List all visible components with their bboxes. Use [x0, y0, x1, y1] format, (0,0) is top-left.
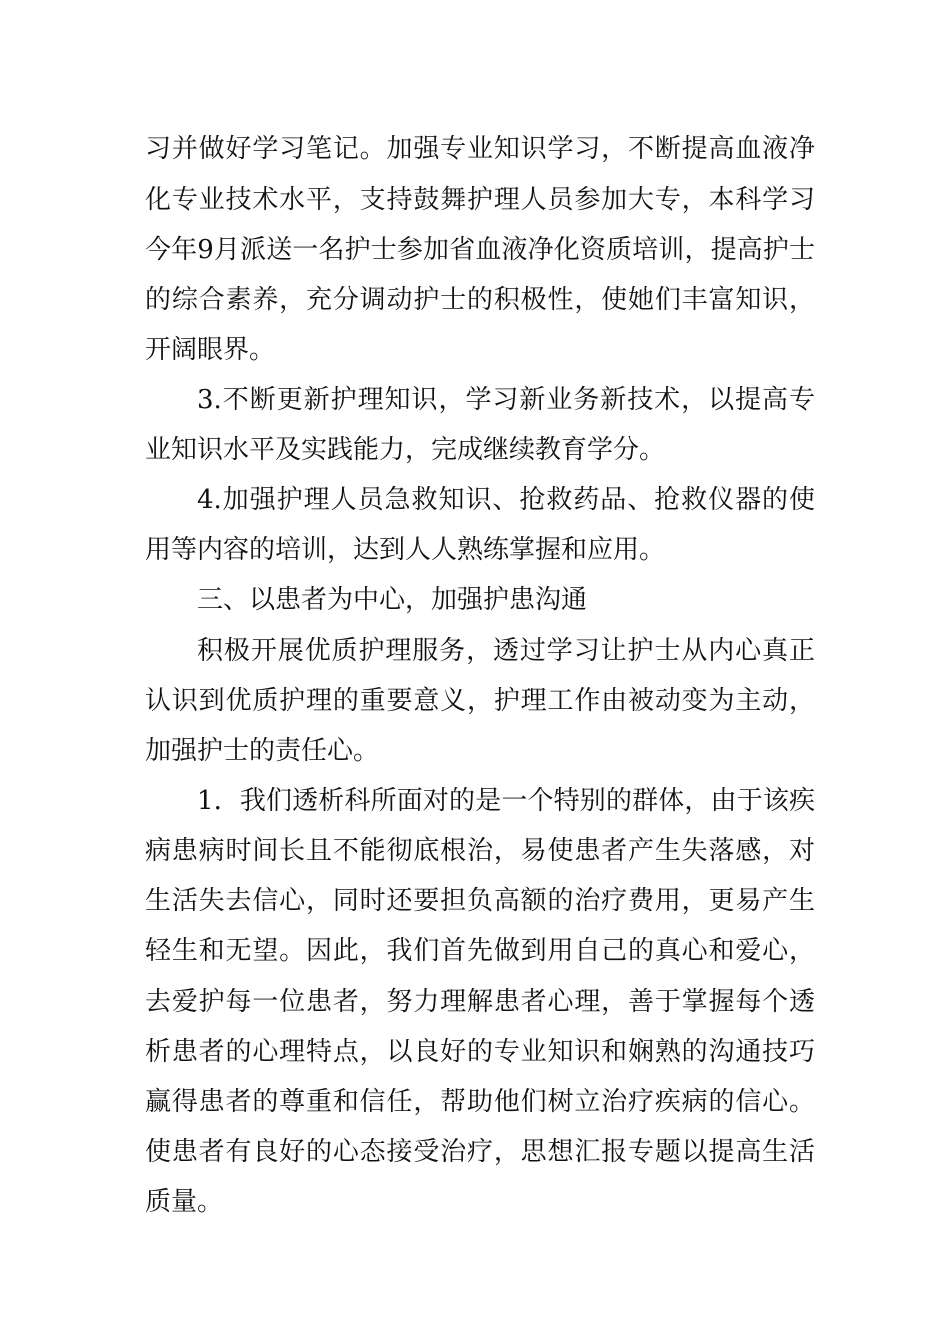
paragraph-line: 加强护士的责任心。	[145, 736, 380, 766]
paragraph-line: 今年9月派送一名护士参加省血液净化资质培训，提高护士	[145, 235, 815, 265]
list-item-1-line: 生活失去信心，同时还要担负高额的治疗费用，更易产生	[145, 886, 815, 916]
list-item-4-line: 用等内容的培训，达到人人熟练掌握和应用。	[145, 535, 666, 565]
paragraph-line: 积极开展优质护理服务，透过学习让护士从内心真正	[197, 636, 815, 666]
paragraph-line: 开阔眼界。	[145, 335, 276, 365]
list-item-1-line: 去爱护每一位患者，努力理解患者心理，善于掌握每个透	[145, 987, 815, 1017]
list-item-3-line: 3.不断更新护理知识，学习新业务新技术，以提高专	[197, 385, 815, 415]
paragraph-line: 认识到优质护理的重要意义，护理工作由被动变为主动，	[145, 686, 815, 716]
paragraph-line: 习并做好学习笔记。加强专业知识学习，不断提高血液净	[145, 134, 815, 164]
list-item-1-line: 使患者有良好的心态接受治疗，思想汇报专题以提高生活	[145, 1137, 815, 1167]
paragraph-line: 化专业技术水平，支持鼓舞护理人员参加大专，本科学习	[145, 185, 815, 215]
paragraph-line: 的综合素养，充分调动护士的积极性，使她们丰富知识，	[145, 285, 815, 315]
list-item-3-line: 业知识水平及实践能力，完成继续教育学分。	[145, 435, 666, 465]
section-heading: 三、以患者为中心，加强护患沟通	[197, 585, 588, 615]
list-item-1-line: 轻生和无望。因此，我们首先做到用自己的真心和爱心，	[145, 936, 815, 966]
list-item-1-line: 病患病时间长且不能彻底根治，易使患者产生失落感，对	[145, 836, 815, 866]
list-item-1-line: 析患者的心理特点，以良好的专业知识和娴熟的沟通技巧	[145, 1037, 815, 1067]
list-item-1-line: 1．我们透析科所面对的是一个特别的群体，由于该疾	[197, 786, 815, 816]
list-item-1-line: 赢得患者的尊重和信任，帮助他们树立治疗疾病的信心。	[145, 1087, 815, 1117]
list-item-1-line: 质量。	[145, 1187, 224, 1217]
list-item-4-line: 4.加强护理人员急救知识、抢救药品、抢救仪器的使	[197, 485, 815, 515]
